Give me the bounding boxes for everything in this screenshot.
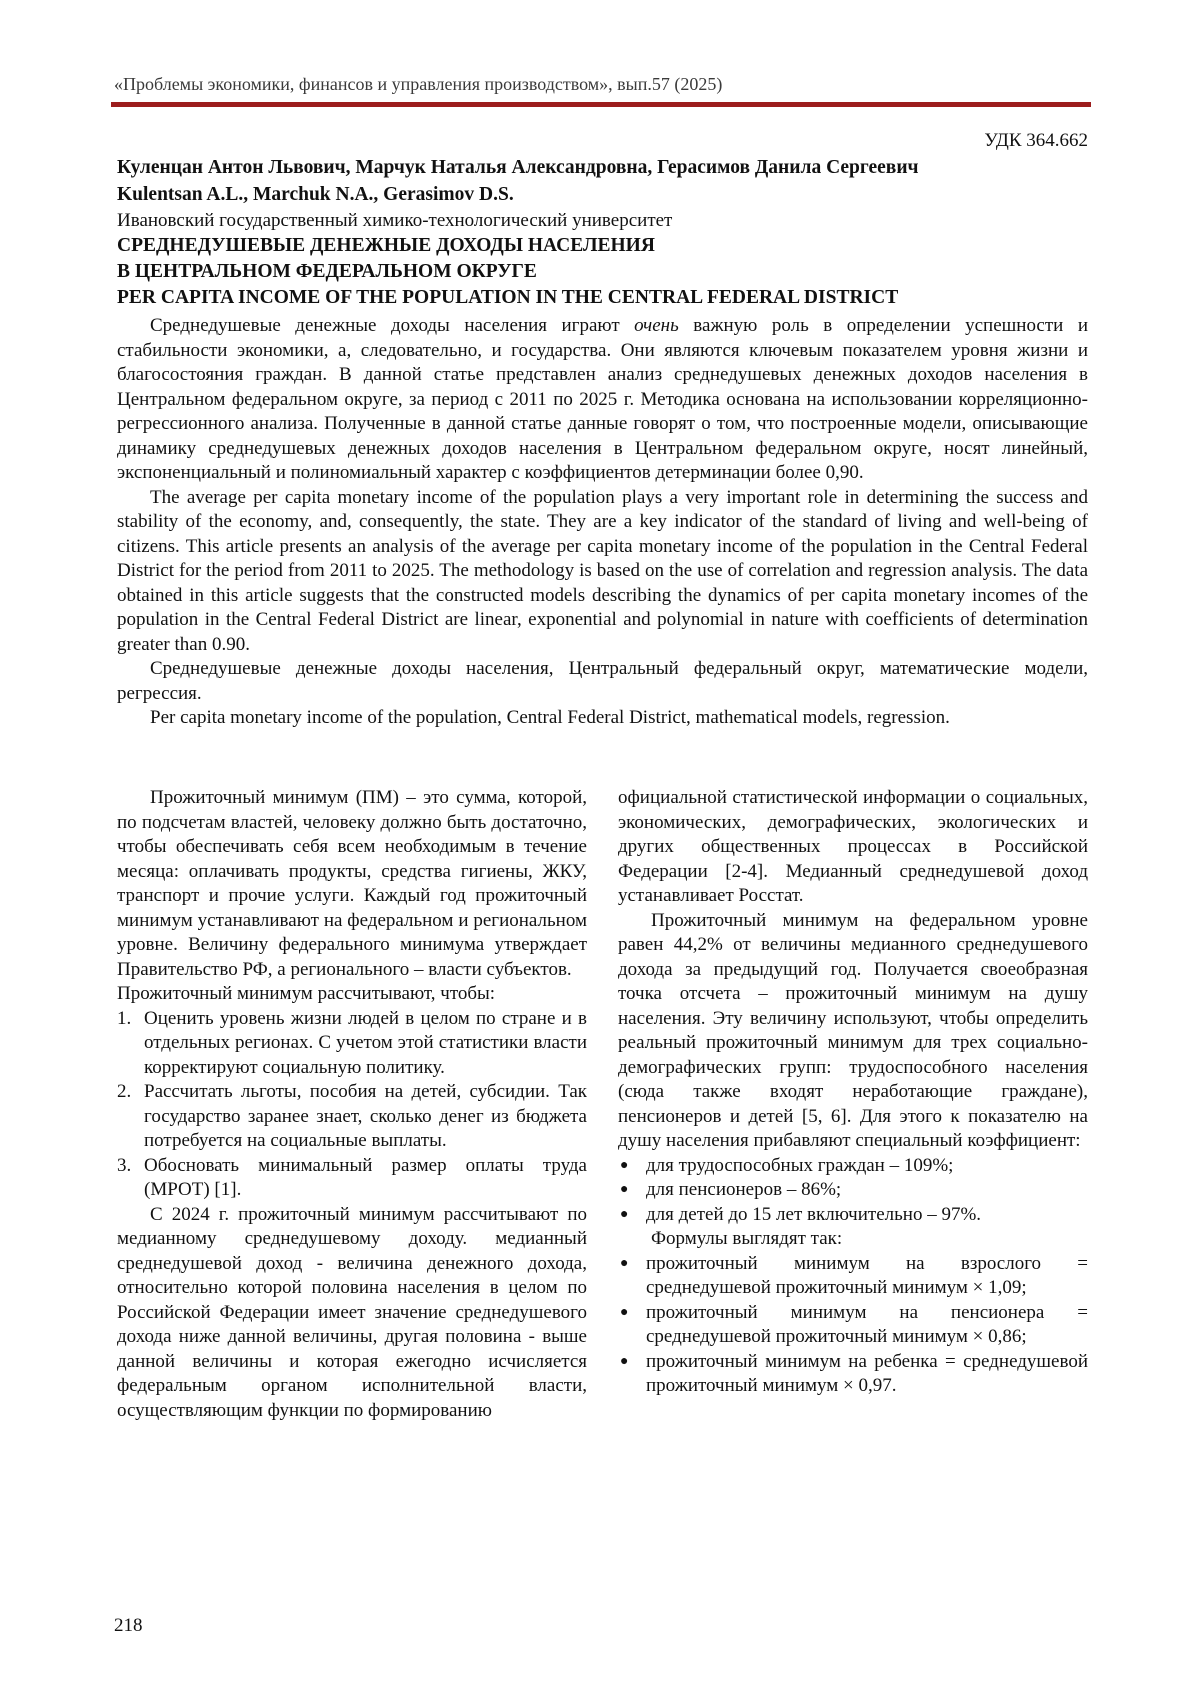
coefficient-list: [618, 1154, 1088, 1228]
title-ru-line-2: В ЦЕНТРАЛЬНОМ ФЕДЕРАЛЬНОМ ОКРУГЕ: [117, 261, 537, 282]
abstract-ru-start: Среднедушевые денежные доходы населения играют: [150, 315, 635, 336]
list-item-number: 1.: [117, 1007, 132, 1029]
bullet-icon: ●: [620, 1255, 629, 1271]
title-ru-line-1: СРЕДНЕДУШЕВЫЕ ДЕНЕЖНЫЕ ДОХОДЫ НАСЕЛЕНИЯ: [117, 235, 655, 256]
article-front-matter: [117, 128, 1088, 731]
paragraph-federal-level: Прожиточный минимум на федеральном уровне равен 44,2% от величины медианного среднедушевого дохода за предыдущий год. Получается своеобразная точка отсчета – прожиточный минимум на душу населения. Эту величину используют, чтобы определить реальный прожиточный минимум для трех социально-демографических групп: трудоспособного населения (сюда также входят неработающие граждане), пенсионеров и детей [5, 6]. Для этого к показателю на душу населения прибавляют специальный коэффициент:: [618, 909, 1088, 1151]
bullet-icon: ●: [620, 1182, 629, 1197]
list-item: [618, 1350, 1088, 1399]
list-item-text: для пенсионеров – 86%;: [646, 1179, 842, 1200]
authors-ru: Куленцан Антон Львович, Марчук Наталья Александровна, Герасимов Данила Сергеевич: [117, 157, 919, 178]
formulas-intro: Формулы выглядят так:: [651, 1228, 843, 1249]
list-item-text: Рассчитать льготы, пособия на детей, субсидии. Так государство заранее знает, сколько денег из бюджета потребуется на социальные выплаты.: [144, 1081, 587, 1151]
list-item-text: прожиточный минимум на пенсионера = среднедушевой прожиточный минимум × 0,86;: [646, 1301, 1088, 1347]
list-item-text: для детей до 15 лет включительно – 97%.: [646, 1203, 982, 1225]
abstract-ru-rest: важную роль в определении успешности и стабильности экономики, а, следовательно, и государства. Они являются ключевым показателем уровня жизни и благосостояния граждан. В данной статье представлен анализ среднедушевых денежных доходов населения в Центральном федеральном округе, за период с 2011 по 2025 г. Методика основана на использовании корреляционно-регрессионного анализа. Полученные в данной статье данные говорят о том, что построенные модели, описывающие динамику среднедушевых денежных доходов населения в Центральном федеральном округе, носят линейный, экспоненциальный и полиномиальный характер с коэффициентов детерминации более 0,90.: [117, 315, 1088, 483]
list-item: [117, 1007, 587, 1081]
list-item: [618, 1154, 1088, 1179]
list-item-text: Обосновать минимальный размер оплаты труда (МРОТ) [1].: [144, 1154, 587, 1200]
bullet-icon: ●: [620, 1304, 629, 1320]
udc-code: УДК 364.662: [984, 130, 1088, 151]
title-en: PER CAPITA INCOME OF THE POPULATION IN THE CENTRAL FEDERAL DISTRICT: [117, 287, 899, 308]
purpose-list: [117, 1007, 587, 1203]
list-item: [618, 1203, 1088, 1228]
page-number: 218: [114, 1615, 143, 1636]
abstract-block: [117, 314, 1088, 731]
paragraph-statistics-continuation: официальной статистической информации о социальных, экономических, демографических, экологических и других общественных процессах в Российской Федерации [2-4]. Медианный среднедушевой доход устанавливает Росстат.: [618, 787, 1088, 906]
authors-en: Kulentsan A.L., Marchuk N.A., Gerasimov D.S.: [117, 184, 514, 205]
bullet-icon: ●: [620, 1157, 629, 1173]
list-item: [117, 1080, 587, 1154]
list-item: [618, 1252, 1088, 1301]
list-item: [117, 1154, 587, 1203]
keywords-ru: Среднедушевые денежные доходы населения, Центральный федеральный округ, математические модели, регрессия.: [117, 658, 1088, 704]
bullet-icon: ●: [620, 1206, 629, 1222]
formula-list: [618, 1252, 1088, 1399]
abstract-ru-emphasis: очень: [634, 315, 679, 336]
abstract-en: The average per capita monetary income of the population plays a very important role in determining the success and stability of the economy, and, consequently, the state. They are a key indicator of the standard of living and well-being of citizens. This article presents an analysis of the average per capita monetary income of the population in the Central Federal District for the period from 2011 to 2025. The methodology is based on the use of correlation and regression analysis. The data obtained in this article suggests that the constructed models describing the dynamics of per capita monetary incomes of the population in the Central Federal District are linear, exponential and polynomial in nature with coefficients of determination greater than 0.90.: [117, 486, 1088, 655]
list-item-text: прожиточный минимум на ребенка = среднедушевой прожиточный минимум × 0,97.: [646, 1350, 1088, 1396]
abstract-ru: [117, 314, 1088, 486]
list-item-text: для трудоспособных граждан – 109%;: [646, 1154, 954, 1176]
paragraph-median-income: С 2024 г. прожиточный минимум рассчитывают по медианному среднедушевому доходу. медианный среднедушевой доход - величина денежного дохода, относительно которой половина населения в целом по Российской Федерации имеет значение среднедушевого дохода ниже данной величины, другая половина - выше данной величины и которая ежегодно исчисляется федеральным органом исполнительной власти, осуществляющим функции по формированию: [117, 1203, 587, 1421]
paragraph-calculation-purpose: Прожиточный минимум рассчитывают, чтобы:: [117, 983, 496, 1004]
list-item: [618, 1178, 1088, 1203]
list-item-text: прожиточный минимум на взрослого = среднедушевой прожиточный минимум × 1,09;: [646, 1252, 1088, 1298]
affiliation: Ивановский государственный химико-технологический университет: [117, 210, 673, 231]
body-column-left: [117, 786, 587, 1423]
running-header: «Проблемы экономики, финансов и управления производством», вып.57 (2025): [114, 74, 723, 94]
list-item: [618, 1301, 1088, 1350]
list-item-number: 2.: [117, 1081, 132, 1102]
header-rule: [111, 102, 1091, 107]
list-item-text: Оценить уровень жизни людей в целом по стране и в отдельных регионах. С учетом этой статистики власти корректируют социальную политику.: [144, 1007, 587, 1078]
body-column-right: [618, 786, 1088, 1399]
keywords-en: Per capita monetary income of the population, Central Federal District, mathematical models, regression.: [150, 707, 950, 728]
list-item-number: 3.: [117, 1154, 132, 1176]
bullet-icon: ●: [620, 1353, 629, 1369]
paragraph-subsistence-definition: Прожиточный минимум (ПМ) – это сумма, которой, по подсчетам властей, человеку должно быть достаточно, чтобы обеспечивать себя всем необходимым в течение месяца: оплачивать продукты, средства гигиены, ЖКУ, транспорт и прочие услуги. Каждый год прожиточный минимум устанавливают на федеральном и региональном уровне. Величину федерального минимума утверждает Правительство РФ, а регионального – власти субъектов.: [117, 787, 587, 980]
